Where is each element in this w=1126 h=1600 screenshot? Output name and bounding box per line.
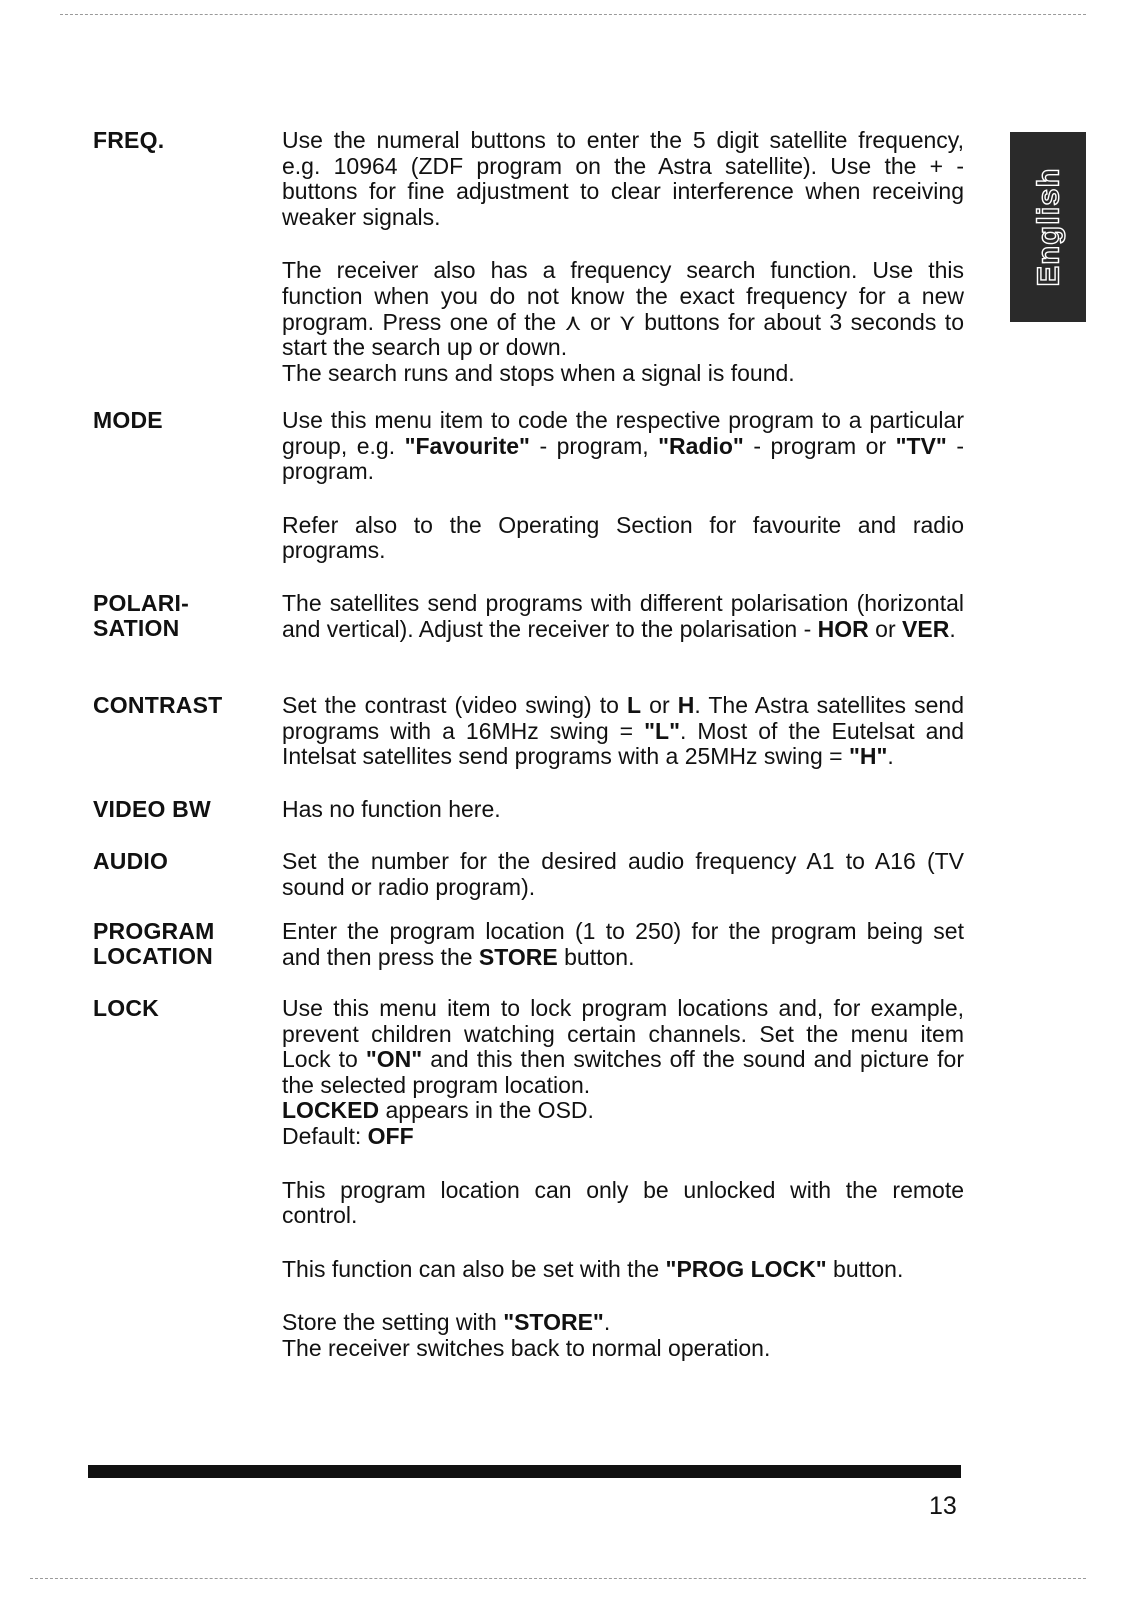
paragraph: The satellites send programs with different polarisation (horizontal and vertical). Adjust the receiver to the polarisation - HOR or VER.: [282, 590, 964, 642]
paragraph: Use this menu item to lock program locations and, for example, prevent children watching certain channels. Set the menu item Lock to "ON" and this then switches off the sound and picture for the selected program location. LOCKED appears in the OSD. Default: OFF: [282, 995, 964, 1149]
paragraph: Enter the program location (1 to 250) for the program being set and then press the STORE button.: [282, 918, 964, 970]
language-tab-label: English: [1030, 167, 1066, 287]
term-label: CONTRAST: [93, 692, 223, 718]
page-number: 13: [929, 1492, 957, 1520]
entry-description: [282, 919, 964, 970]
entry-description: [282, 797, 964, 823]
term-label: AUDIO: [93, 848, 169, 874]
paragraph: This function can also be set with the "PROG LOCK" button.: [282, 1255, 904, 1282]
term-label: VIDEO BW: [93, 796, 211, 822]
entry-description: [282, 849, 964, 900]
entry-description: [282, 996, 964, 1362]
paragraph: This program location can only be unlocked with the remote control.: [282, 1176, 964, 1229]
paragraph: The receiver also has a frequency search function. Use this function when you do not know the exact frequency for a new program. Press one of the ⋏ or ⋎ buttons for about 3 seconds to start the search up or down. The search runs and stops when a signal is found.: [282, 257, 964, 386]
paragraph: Set the number for the desired audio frequency A1 to A16 (TV sound or radio program).: [282, 848, 964, 900]
term-label: PROGRAM LOCATION: [93, 918, 215, 969]
paragraph: Use this menu item to code the respective program to a particular group, e.g. "Favourite" - program, "Radio" - program or "TV" - program.: [282, 407, 964, 485]
paragraph: Store the setting with "STORE". The receiver switches back to normal operation.: [282, 1309, 771, 1361]
paragraph: Set the contrast (video swing) to L or H. The Astra satellites send programs with a 16MHz swing = "L". Most of the Eutelsat and Intelsat satellites send programs with a 25MHz swing = "H".: [282, 692, 964, 770]
entry-description: [282, 408, 964, 564]
scan-edge-top: [60, 14, 1086, 15]
entry-description: [282, 693, 964, 770]
language-tab: [1010, 132, 1086, 322]
paragraph: Use the numeral buttons to enter the 5 digit satellite frequency, e.g. 10964 (ZDF program on the Astra satellite). Use the + - buttons for fine adjustment to clear interference when receiving weaker signals.: [282, 127, 964, 230]
paragraph: Refer also to the Operating Section for favourite and radio programs.: [282, 511, 964, 564]
term-label: POLARI- SATION: [93, 590, 189, 641]
scan-edge-bottom: [30, 1578, 1086, 1579]
term-label: MODE: [93, 407, 163, 433]
term-label: FREQ.: [93, 127, 165, 153]
footer-rule: [88, 1465, 961, 1478]
term-label: LOCK: [93, 995, 159, 1021]
entry-description: [282, 591, 964, 642]
entry-description: [282, 128, 964, 386]
paragraph: Has no function here.: [282, 796, 501, 822]
